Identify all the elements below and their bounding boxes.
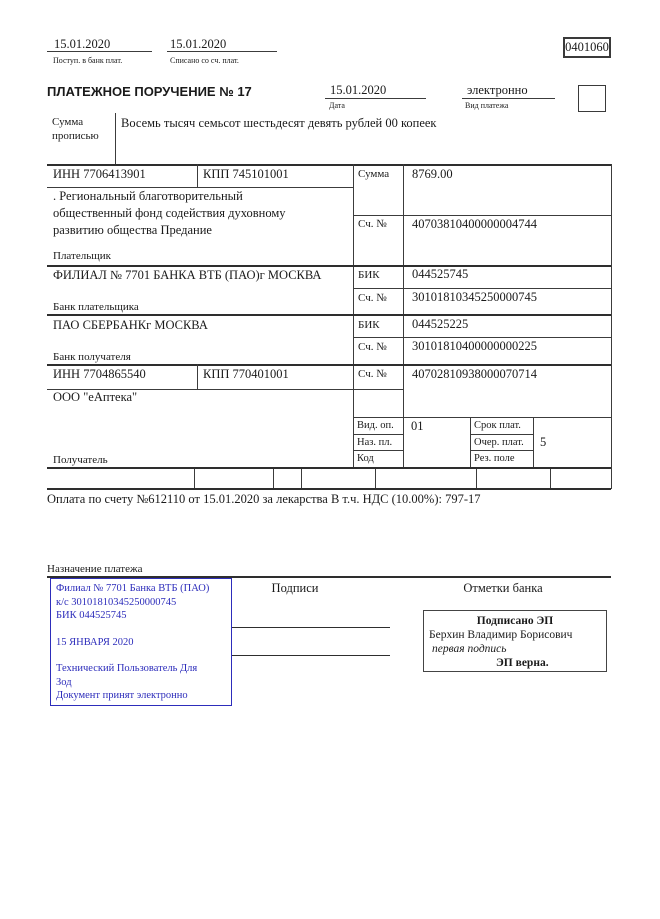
due-date-label: Срок плат. bbox=[474, 420, 521, 431]
signature-kind: первая подпись bbox=[432, 643, 507, 655]
stamp-date: 15 ЯНВАРЯ 2020 bbox=[56, 636, 134, 648]
operation-type-value: 01 bbox=[411, 419, 424, 433]
payee-bank-bik: 044525225 bbox=[412, 317, 469, 331]
payee-inn: ИНН 7704865540 bbox=[53, 367, 146, 381]
table-line bbox=[47, 467, 611, 469]
signed-ep-box bbox=[423, 610, 607, 672]
date-label: Дата bbox=[329, 101, 345, 110]
stamp-bank-name: Филиал № 7701 Банка ВТБ (ПАО) bbox=[56, 583, 210, 594]
table-line bbox=[273, 469, 274, 488]
payer-bank-section-label: Банк плательщика bbox=[53, 301, 139, 313]
payee-bank-bik-label: БИК bbox=[358, 319, 380, 331]
stamp-accepted-line: Документ принят электронно bbox=[56, 690, 188, 701]
payee-section-label: Получатель bbox=[53, 454, 108, 466]
document-date: 15.01.2020 bbox=[330, 83, 387, 97]
table-line bbox=[47, 187, 353, 188]
bank-marks-heading: Отметки банка bbox=[463, 581, 543, 595]
received-in-bank-label: Поступ. в банк плат. bbox=[53, 56, 123, 65]
debited-from-account-label: Списано со сч. плат. bbox=[170, 56, 239, 65]
form-code-box: 0401060 bbox=[563, 37, 611, 58]
table-line bbox=[197, 164, 198, 188]
stamp-bik: БИК 044525745 bbox=[56, 610, 127, 621]
payer-name-line: . Региональный благотворительный bbox=[53, 189, 243, 203]
table-line bbox=[470, 450, 533, 451]
table-line bbox=[470, 434, 533, 435]
operation-type-label: Вид. оп. bbox=[357, 420, 394, 431]
payee-bank-account: 30101810400000000225 bbox=[412, 339, 537, 353]
table-line bbox=[533, 417, 534, 467]
table-line bbox=[470, 417, 471, 467]
table-line bbox=[611, 164, 612, 489]
payment-kind-value: электронно bbox=[467, 83, 528, 97]
received-in-bank-date: 15.01.2020 bbox=[54, 37, 111, 51]
payment-purpose-label: Назначение платежа bbox=[47, 563, 143, 575]
document-title: ПЛАТЕЖНОЕ ПОРУЧЕНИЕ № 17 bbox=[47, 84, 252, 99]
amount-in-words: Восемь тысяч семьсот шестьдесят девять рублей 00 копеек bbox=[121, 116, 437, 130]
ep-verified: ЭП верна. bbox=[496, 657, 549, 669]
payer-account-label: Сч. № bbox=[358, 218, 387, 230]
table-line bbox=[47, 164, 611, 166]
underline bbox=[167, 51, 277, 52]
payee-name: ООО "еАптека" bbox=[53, 390, 138, 404]
payer-bank-bik-label: БИК bbox=[358, 269, 380, 281]
amount-words-label-1: Сумма bbox=[52, 116, 84, 128]
payer-bank-account: 30101810345250000745 bbox=[412, 290, 537, 304]
payee-bank-section-label: Банк получателя bbox=[53, 351, 131, 363]
signature-line bbox=[232, 627, 390, 628]
payer-name-line: развитию общества Предание bbox=[53, 223, 212, 237]
status-checkbox bbox=[578, 85, 606, 112]
payer-account: 40703810400000004744 bbox=[412, 217, 537, 231]
table-line bbox=[353, 215, 611, 216]
table-line bbox=[47, 265, 611, 267]
table-line bbox=[353, 450, 403, 451]
table-line bbox=[47, 488, 611, 490]
table-line bbox=[476, 469, 477, 488]
table-line bbox=[194, 469, 195, 488]
underline bbox=[462, 98, 555, 99]
table-line bbox=[47, 364, 611, 366]
payer-bank-name: ФИЛИАЛ № 7701 БАНКА ВТБ (ПАО)г МОСКВА bbox=[53, 268, 322, 282]
table-line bbox=[550, 469, 551, 488]
reserve-field-label: Рез. поле bbox=[474, 453, 515, 464]
table-line bbox=[375, 469, 376, 488]
payee-bank-account-label: Сч. № bbox=[358, 341, 387, 353]
amount-words-label-2: прописью bbox=[52, 130, 99, 142]
payee-account: 40702810938000070714 bbox=[412, 367, 537, 381]
priority-value: 5 bbox=[540, 435, 547, 449]
payer-bank-bik: 044525745 bbox=[412, 267, 469, 281]
stamp-user-line: Технический Пользователь Для bbox=[56, 663, 198, 674]
stamp-user-line: Зод bbox=[56, 676, 72, 688]
payer-bank-account-label: Сч. № bbox=[358, 292, 387, 304]
payment-kind-label: Вид платежа bbox=[465, 101, 509, 110]
payee-account-label: Сч. № bbox=[358, 368, 387, 380]
table-line bbox=[353, 434, 403, 435]
code-label: Код bbox=[357, 453, 374, 464]
bank-electronic-stamp bbox=[50, 578, 232, 706]
table-line bbox=[115, 113, 116, 165]
payment-purpose-text: Оплата по счету №612110 от 15.01.2020 за лекарства В т.ч. НДС (10.00%): 797-17 bbox=[47, 492, 481, 506]
payer-name-line: общественный фонд содействия духовному bbox=[53, 206, 286, 220]
table-line bbox=[353, 288, 611, 289]
table-line bbox=[301, 469, 302, 488]
signed-ep-title: Подписано ЭП bbox=[476, 615, 554, 627]
table-line bbox=[353, 417, 611, 418]
purpose-code-label: Наз. пл. bbox=[357, 437, 393, 448]
table-line bbox=[353, 337, 611, 338]
amount-label: Сумма bbox=[358, 168, 390, 180]
signer-name: Берхин Владимир Борисович bbox=[429, 629, 573, 641]
underline bbox=[325, 98, 426, 99]
payee-bank-name: ПАО СБЕРБАНКг МОСКВА bbox=[53, 318, 208, 332]
table-line bbox=[197, 364, 198, 390]
signature-line bbox=[232, 655, 390, 656]
priority-label: Очер. плат. bbox=[474, 437, 524, 448]
underline bbox=[47, 51, 152, 52]
payer-kpp: КПП 745101001 bbox=[203, 167, 289, 181]
amount-value: 8769.00 bbox=[412, 167, 453, 181]
stamp-corr-account: к/с 30101810345250000745 bbox=[56, 596, 177, 608]
payee-kpp: КПП 770401001 bbox=[203, 367, 289, 381]
payer-section-label: Плательщик bbox=[53, 250, 111, 262]
signatures-heading: Подписи bbox=[271, 581, 319, 595]
payer-inn: ИНН 7706413901 bbox=[53, 167, 146, 181]
debited-from-account-date: 15.01.2020 bbox=[170, 37, 227, 51]
table-line bbox=[47, 314, 611, 316]
